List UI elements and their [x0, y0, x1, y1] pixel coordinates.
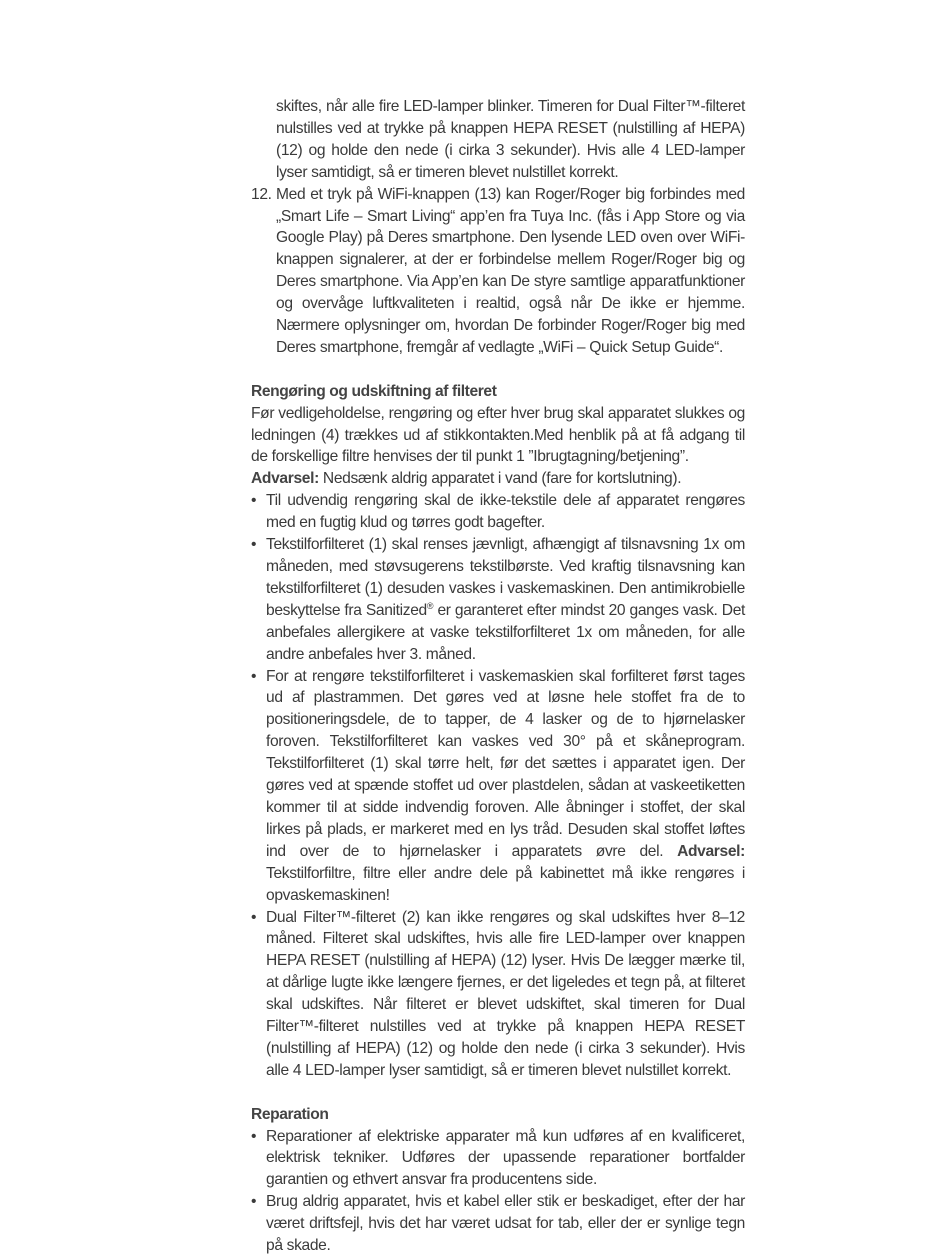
repair-bullet-1: [251, 1126, 745, 1192]
warning-text: Nedsænk aldrig apparatet i vand (fare for kortslutning).: [318, 470, 682, 488]
warning-label: Advarsel:: [677, 842, 745, 860]
bullet-text: Brug aldrig apparatet, hvis et kabel eller stik er beskadiget, efter der har været driftsfejl, hvis det har været udsat for tab, eller der er synlige tegn på skade.: [266, 1193, 745, 1255]
bullet-text: Til udvendig rengøring skal de ikke-tekstile dele af apparatet rengøres med en fugtig klud og tørres godt bagefter.: [266, 492, 745, 532]
cleaning-warning: [251, 468, 745, 490]
numbered-item-12: [251, 184, 745, 359]
bullet-icon: •: [251, 1193, 257, 1211]
item-number: 12.: [251, 185, 272, 203]
bullet-text: For at rengøre tekstilforfilteret i vaskemaskien skal forfilteret først tages ud af plastrammen. Det gøres ved at løsne hele stoffet fra de to positioneringsdele, de to tapper, de 4 lasker og de to hjørnelasker foroven. Tekstilforfilteret kan vaskes ved 30° på et skåneprogram. Tekstilforfilteret (1) skal tørre helt, før det sættes i apparatet igen. Der gøres ved at spænde stoffet ud over plastdelen, sådan at vaskeetiketten kommer til at sidde indvendig foroven. Alle åbninger i stoffet, der skal lirkes på plads, er markeret med en lys tråd. Desuden skal stoffet løftes ind over de to hjørnelasker i apparatets øvre del.: [266, 667, 745, 860]
bullet-text-cont: er garanteret efter mindst 20 ganges vask. Det anbefales allergikere at vaske tekstilforfilteret 1x om måneden, for alle andre anbefales hver 3. måned.: [266, 601, 745, 663]
text-column: [251, 96, 745, 1257]
cleaning-bullet-1: [251, 490, 745, 534]
bullet-icon: •: [251, 492, 257, 510]
bullet-text-cont: Tekstilforfiltre, filtre eller andre dele på kabinettet må ikke rengøres i opvaskemaskinen!: [266, 864, 745, 904]
cleaning-bullet-3: [251, 666, 745, 907]
warning-label: Advarsel:: [251, 470, 319, 488]
repair-bullet-2: [251, 1191, 745, 1257]
cleaning-bullet-2: [251, 534, 745, 665]
bullet-icon: •: [251, 1127, 257, 1145]
cleaning-intro: Før vedligeholdelse, rengøring og efter hver brug skal apparatet slukkes og ledningen (4) trækkes ud af stikkontakten.Med henblik på at få adgang til de forskellige filtre henvises der til punkt 1 ”Ibrugtagning/betjening”.: [251, 404, 745, 466]
spacer: [251, 1082, 745, 1104]
bullet-icon: •: [251, 908, 257, 926]
bullet-text: Reparationer af elektriske apparater må kun udføres af en kvalificeret, elektrisk tekniker. Udføres der upassende reparationer bortfalder garantien og ethvert ansvar fra producentens side.: [266, 1127, 745, 1189]
intro-continuation: skiftes, når alle fire LED-lamper blinker. Timeren for Dual Filter™-filteret nulstilles ved at trykke på knappen HEPA RESET (nulstilling af HEPA) (12) og holde den nede (i cirka 3 sekunder). Hvis alle 4 LED-lamper lyser samtidigt, så er timeren blevet nulstillet korrekt.: [276, 98, 745, 181]
bullet-icon: •: [251, 667, 257, 685]
bullet-text: Tekstilforfilteret (1) skal renses jævnligt, afhængigt af tilsnavsning 1x om måneden, med støvsugerens tekstilbørste. Ved kraftig tilsnavsning kan tekstilforfilteret (1) desuden vaskes i vaskemaskinen. Den antimikrobielle beskyttelse fra Sanitized: [266, 536, 745, 619]
repair-heading: Reparation: [251, 1105, 329, 1123]
registered-mark: ®: [426, 600, 434, 611]
item-text: Med et tryk på WiFi-knappen (13) kan Roger/Roger big forbindes med „Smart Life – Smart Living“ app’en fra Tuya Inc. (fås i App Store og via Google Play) på Deres smartphone. Den lysende LED oven over WiFi-knappen signalerer, at der er forbindelse mellem Roger/Roger big og Deres smartphone. Via App’en kan De styre samtlige apparatfunktioner og overvåge luftkvaliteten i realtid, også når De ikke er hjemme. Nærmere oplysninger om, hvordan De forbinder Roger/Roger big med Deres smartphone, fremgår af vedlagte „WiFi – Quick Setup Guide“.: [276, 185, 745, 356]
bullet-text: Dual Filter™-filteret (2) kan ikke rengøres og skal udskiftes hver 8–12 måned. Filteret skal udskiftes, hvis alle fire LED-lamper over knappen HEPA RESET (nulstilling af HEPA) (12) lyser. Hvis De lægger mærke til, at dårlige lugte ikke længere fjernes, er det ligeledes et tegn på, at filteret skal udskiftes. Når filteret er blevet udskiftet, skal timeren for Dual Filter™-filteret nulstilles ved at trykke på knappen HEPA RESET (nulstilling af HEPA) (12) og holde den nede (i cirka 3 sekunder). Hvis alle 4 LED-lamper lyser samtidigt, så er timeren blevet nulstillet korrekt.: [266, 908, 745, 1079]
bullet-icon: •: [251, 536, 257, 554]
cleaning-bullet-4: [251, 907, 745, 1082]
cleaning-heading: Rengøring og udskiftning af filteret: [251, 382, 497, 400]
spacer: [251, 359, 745, 381]
